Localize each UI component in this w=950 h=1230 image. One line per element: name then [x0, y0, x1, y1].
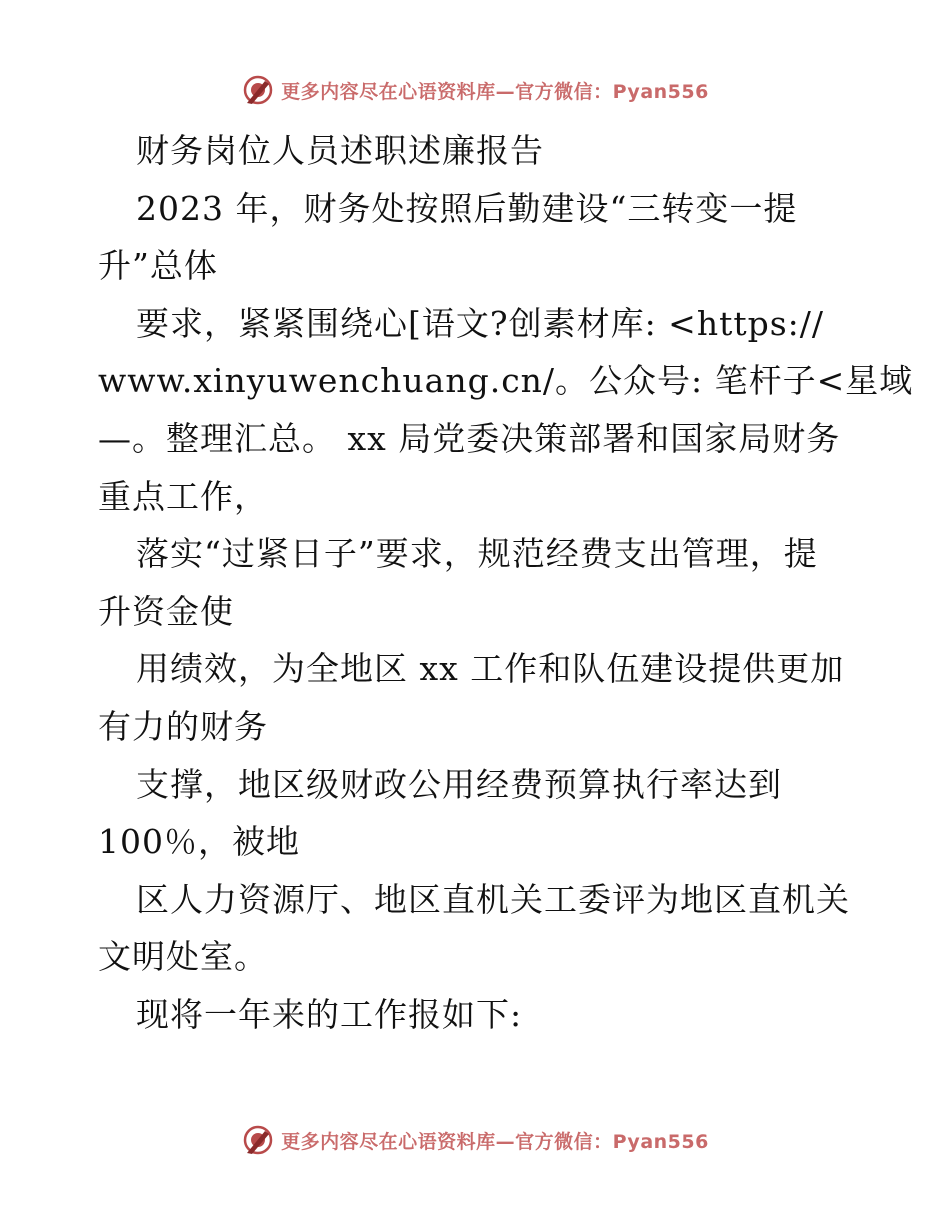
text-line: 落实“过紧日子”要求，规范经费支出管理，提 — [136, 534, 818, 574]
text-line: 要求，紧紧围绕心[语文?创素材库: <https:// — [136, 303, 825, 343]
text-line: 重点工作， — [98, 476, 268, 516]
watermark-text: 更多内容尽在心语资料库—官方微信：Pyan556 — [281, 1130, 709, 1153]
text-line: 文明处室。 — [98, 937, 268, 977]
watermark-text: 更多内容尽在心语资料库—官方微信：Pyan556 — [281, 80, 709, 103]
text-line: —。整理汇总。 xx 局党委决策部署和国家局财务 — [98, 418, 841, 458]
document-body — [98, 122, 914, 1044]
text-line: 支撑，地区级财政公用经费预算执行率达到 — [136, 764, 782, 804]
footer-watermark — [0, 1120, 950, 1160]
document-title: 财务岗位人员述职述廉报告 — [136, 131, 544, 170]
text-line: 升”总体 — [98, 246, 218, 286]
text-line: 100％，被地 — [98, 822, 300, 862]
pen-seal-icon — [241, 1123, 275, 1157]
text-line: 2023 年，财务处按照后勤建设“三转变一提 — [136, 188, 798, 228]
text-line: 升资金使 — [98, 591, 234, 631]
text-line: 有力的财务 — [98, 706, 268, 746]
text-line: 现将一年来的工作报如下: — [136, 994, 523, 1034]
pen-seal-icon — [241, 73, 275, 107]
text-line: www.xinyuwenchuang.cn/。公众号: 笔杆子<星域 — [98, 361, 914, 401]
text-line: 用绩效，为全地区 xx 工作和队伍建设提供更加 — [136, 649, 845, 689]
text-line: 区人力资源厅、地区直机关工委评为地区直机关 — [136, 879, 850, 919]
header-watermark — [0, 70, 950, 110]
